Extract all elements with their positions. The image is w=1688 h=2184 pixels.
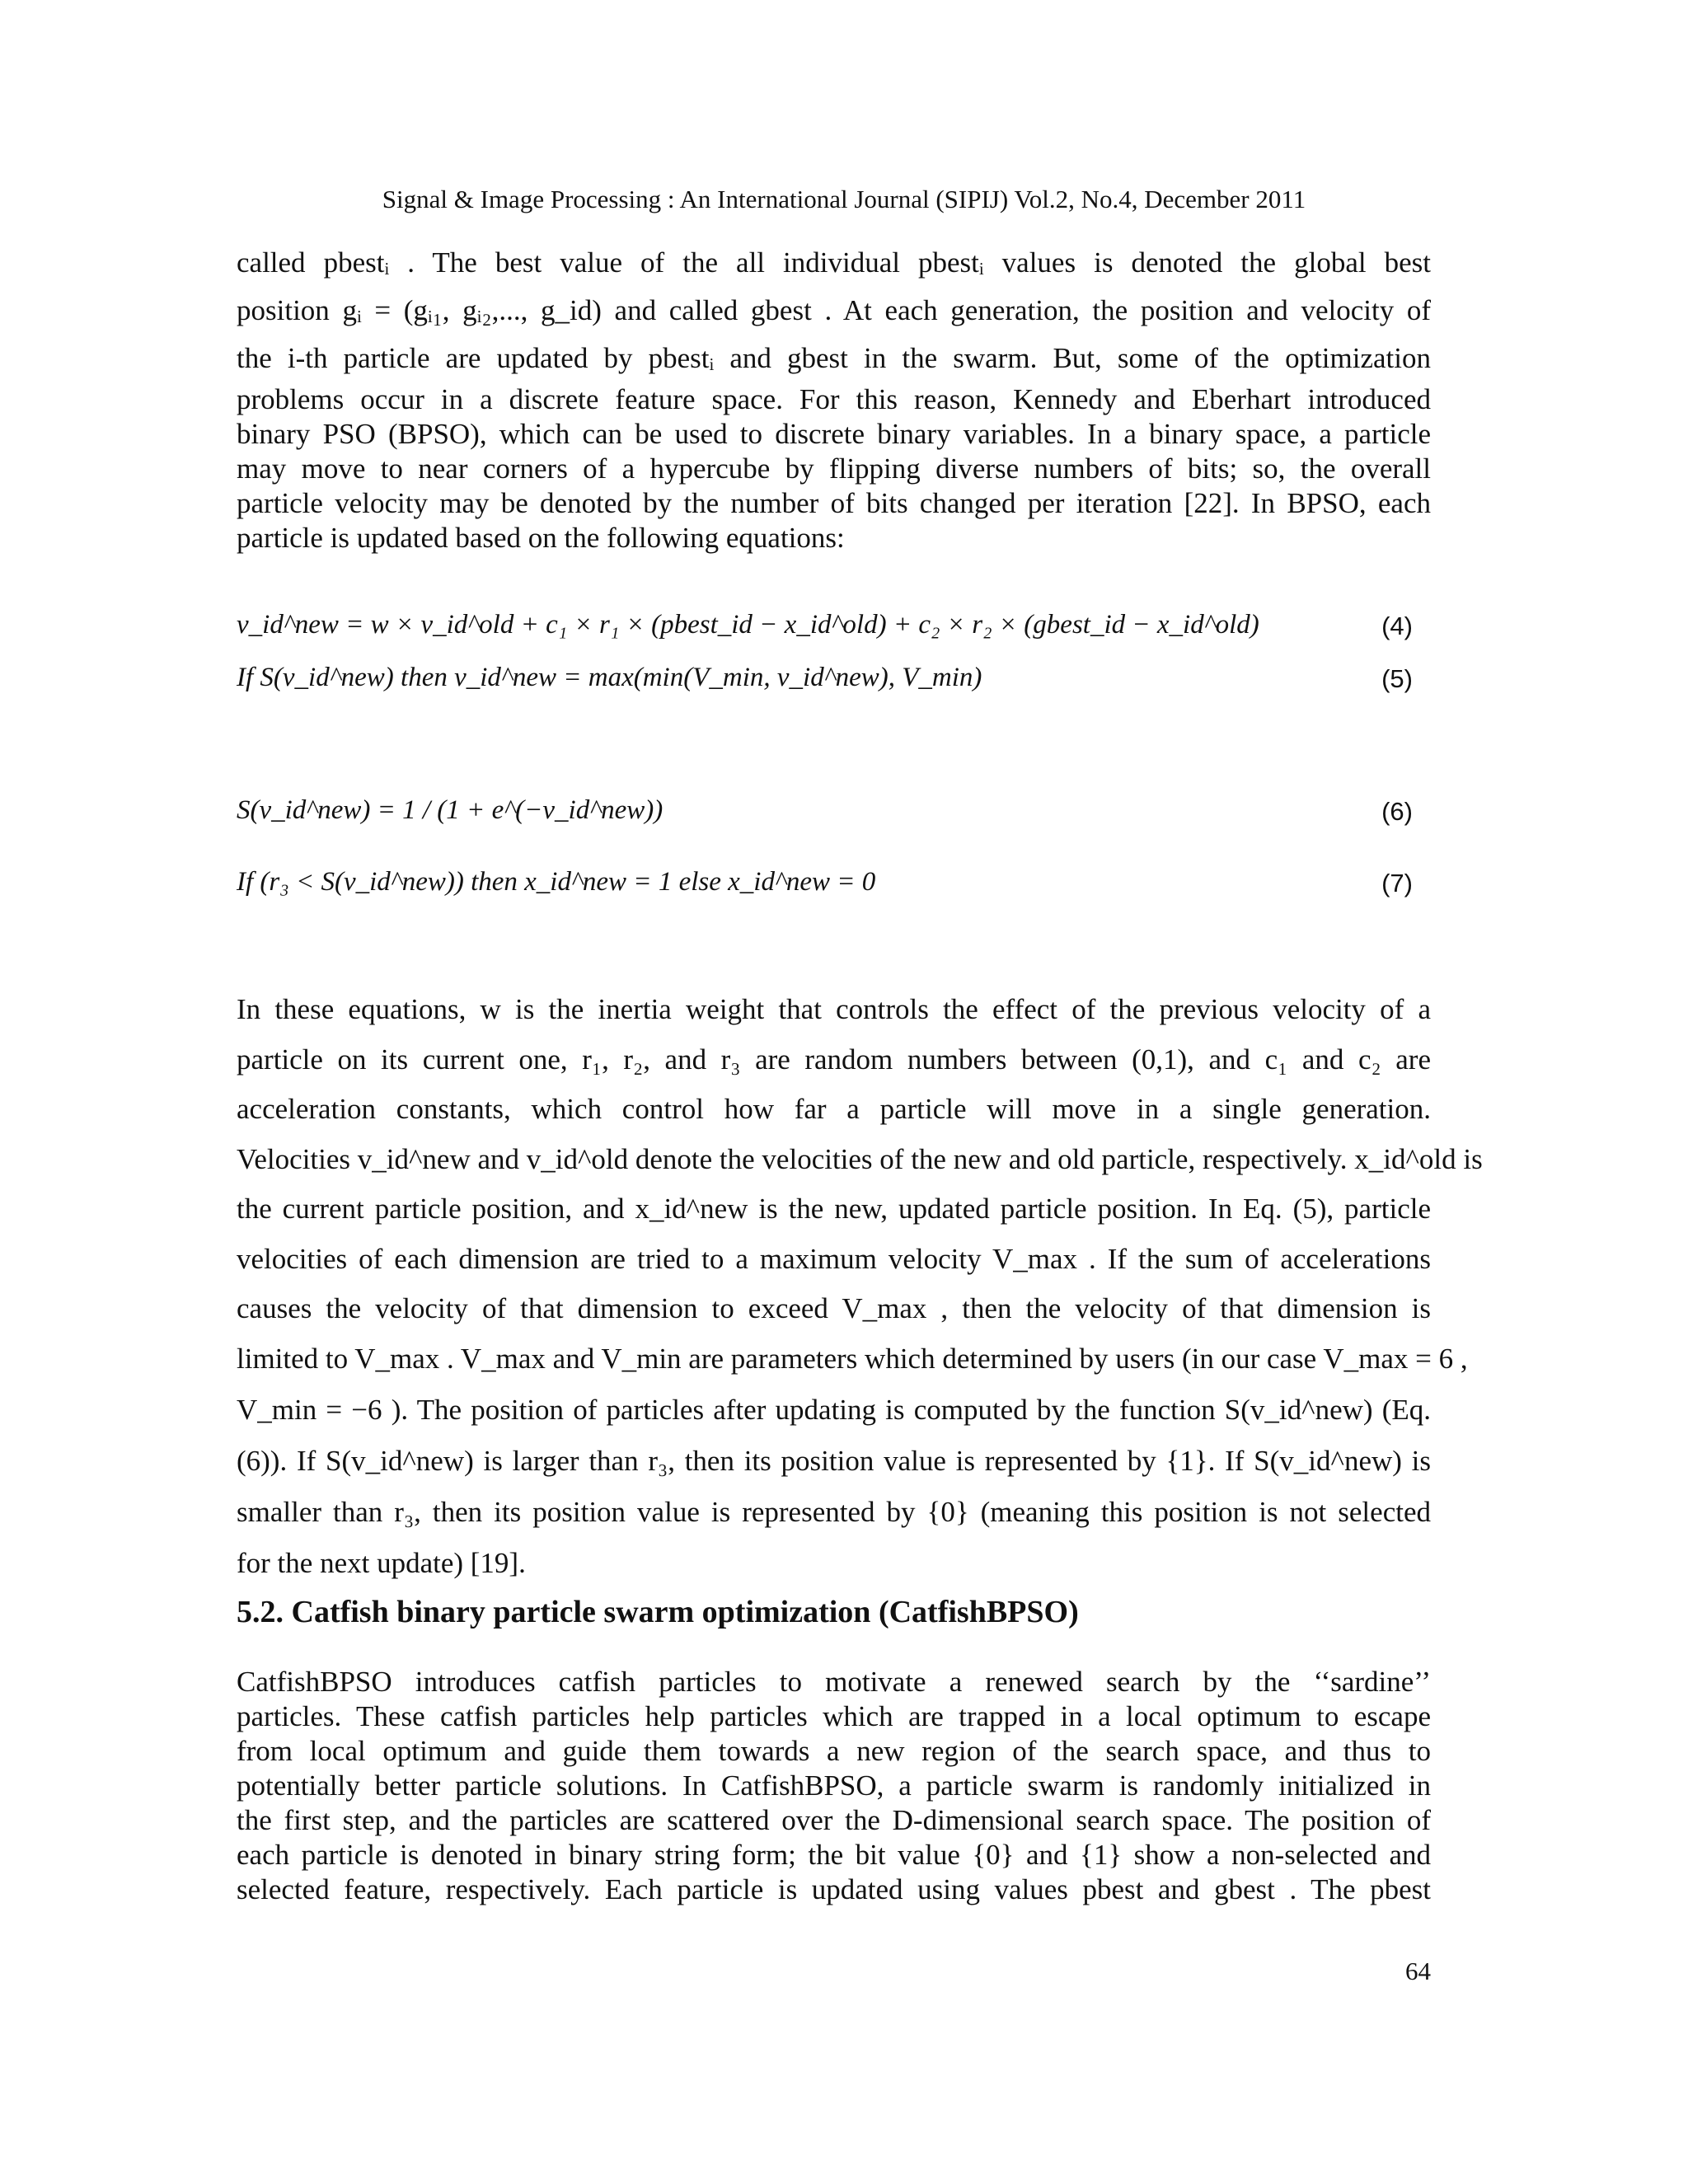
text-line: velocities of each dimension are tried to a maximum velocity V_max . If the sum of accelerations [237, 1242, 1431, 1275]
equation-body: If S(v_id^new) then v_id^new = max(min(V_min, v_id^new), V_min) [237, 663, 982, 692]
section-heading: 5.2. Catfish binary particle swarm optimization (CatfishBPSO) [237, 1595, 1079, 1629]
paragraph-pso-intro [237, 239, 1431, 555]
text-line: binary PSO (BPSO), which can be used to discrete binary variables. In a binary space, a particle [237, 418, 1431, 450]
text-line: causes the velocity of that dimension to exceed V_max , then the velocity of that dimension is [237, 1292, 1431, 1324]
text-line: the first step, and the particles are scattered over the D-dimensional search space. The position of [237, 1804, 1431, 1836]
equation-number: (6) [1381, 797, 1413, 826]
equation-5 [237, 663, 1431, 705]
text-line: V_min = −6 ). The position of particles after updating is computed by the function S(v_id^new) (Eq. [237, 1394, 1431, 1426]
equation-body: S(v_id^new) = 1 / (1 + e^(−v_id^new)) [237, 795, 663, 825]
text-line: each particle is denoted in binary string form; the bit value {0} and {1} show a non-selected and [237, 1839, 1431, 1871]
equation-4 [237, 610, 1431, 653]
text-line: particle velocity may be denoted by the number of bits changed per iteration [22]. In BPSO, each [237, 487, 1431, 519]
text-line: Velocities v_id^new and v_id^old denote the velocities of the new and old particle, respectively. x_id^old is [237, 1142, 1483, 1175]
text-line: problems occur in a discrete feature space. For this reason, Kennedy and Eberhart introduced [237, 383, 1431, 415]
text-line: from local optimum and guide them towards a new region of the search space, and thus to [237, 1735, 1431, 1767]
equation-body: v_id^new = w × v_id^old + c₁ × r₁ × (pbest_id − x_id^old) + c₂ × r₂ × (gbest_id − x_id^old) [237, 610, 1259, 640]
equation-number: (7) [1381, 869, 1413, 898]
equation-number: (5) [1381, 664, 1413, 693]
text-line: the i-th particle are updated by pbestᵢ and gbest in the swarm. But, some of the optimization [237, 342, 1431, 374]
text-line: the current particle position, and x_id^new is the new, updated particle position. In Eq. (5), particle [237, 1193, 1431, 1225]
text-line: particles. These catfish particles help particles which are trapped in a local optimum to escape [237, 1700, 1431, 1732]
text-line: (6)). If S(v_id^new) is larger than r₃, then its position value is represented by {1}. If S(v_id^new) is [237, 1445, 1431, 1477]
text-line: particle is updated based on the following equations: [237, 522, 845, 554]
page-number: 64 [1405, 1957, 1431, 1985]
equation-6 [237, 795, 1431, 838]
text-line: limited to V_max . V_max and V_min are parameters which determined by users (in our case V_max = 6 , [237, 1343, 1468, 1375]
text-line: potentially better particle solutions. In CatfishBPSO, a particle swarm is randomly initialized in [237, 1769, 1431, 1802]
text-line: selected feature, respectively. Each particle is updated using values pbest and gbest . The pbest [237, 1873, 1431, 1905]
paragraph-equation-explanation-cont [237, 1333, 1468, 1589]
text-line: for the next update) [19]. [237, 1547, 526, 1579]
text-line: called pbestᵢ . The best value of the all individual pbestᵢ values is denoted the global best [237, 246, 1431, 279]
equation-body: If (r₃ < S(v_id^new)) then x_id^new = 1 else x_id^new = 0 [237, 867, 876, 897]
paragraph-catfishbpso [237, 1665, 1431, 1907]
text-line: smaller than r₃, then its position value is represented by {0} (meaning this position is not selected [237, 1496, 1431, 1528]
running-header: Signal & Image Processing : An International Journal (SIPIJ) Vol.2, No.4, December 2011 [382, 185, 1306, 213]
equation-7 [237, 867, 1431, 910]
text-line: position gᵢ = (gᵢ₁, gᵢ₂,..., g_id) and called gbest . At each generation, the position and velocity of [237, 294, 1431, 326]
paragraph-equation-explanation [237, 985, 1483, 1334]
text-line: particle on its current one, r₁, r₂, and r₃ are random numbers between (0,1), and c₁ and c₂ are [237, 1043, 1431, 1076]
equation-number: (4) [1381, 612, 1413, 640]
text-line: may move to near corners of a hypercube by flipping diverse numbers of bits; so, the overall [237, 452, 1431, 485]
text-line: CatfishBPSO introduces catfish particles to motivate a renewed search by the ‘‘sardine’’ [237, 1666, 1431, 1698]
text-line: acceleration constants, which control how far a particle will move in a single generation. [237, 1093, 1431, 1125]
text-line: In these equations, w is the inertia weight that controls the effect of the previous velocity of a [237, 993, 1431, 1025]
